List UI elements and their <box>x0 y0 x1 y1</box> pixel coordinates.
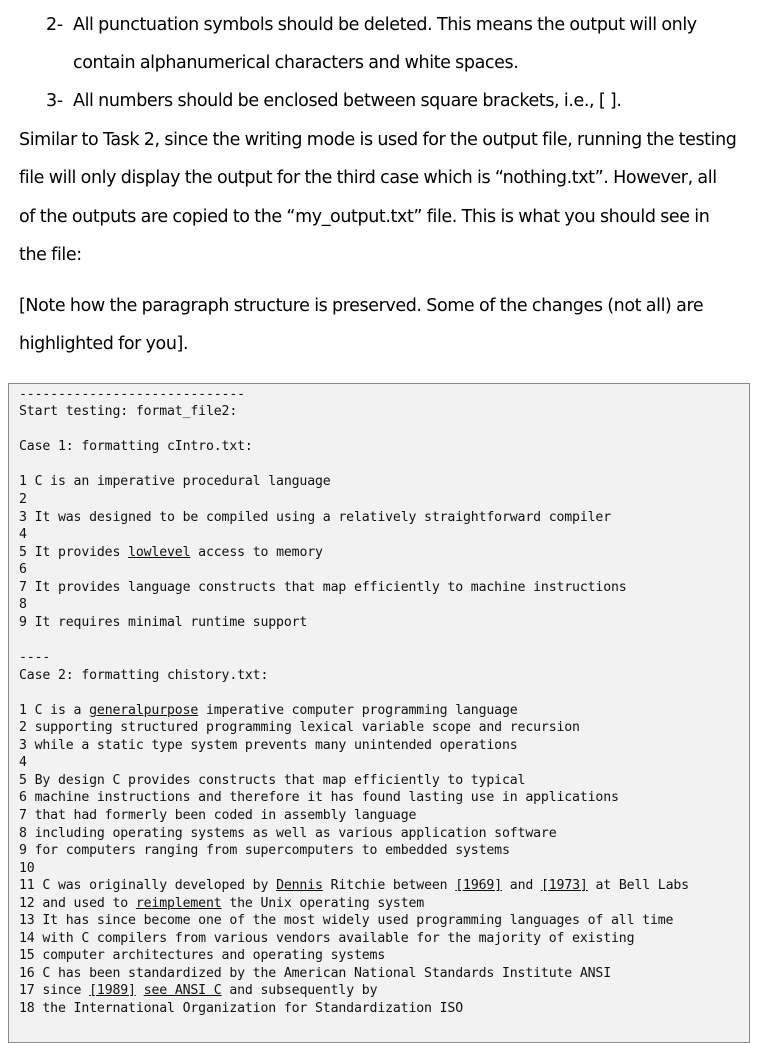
code-line: 4 <box>19 527 27 542</box>
code-line: 2 <box>19 492 27 507</box>
code-output-box <box>8 383 750 1043</box>
highlighted-change: [1969] <box>455 878 502 893</box>
code-line: 1 C is a generalpurpose imperative computer programming language <box>19 703 518 718</box>
code-line: 9 It requires minimal runtime support <box>19 615 308 630</box>
code-line: 3 It was designed to be compiled using a relatively straightforward compiler <box>19 510 612 525</box>
code-line: 3 while a static type system prevents many unintended operations <box>19 738 518 753</box>
code-line: 18 the International Organization for Standardization ISO <box>19 1001 464 1016</box>
note-line: highlighted for you]. <box>19 334 189 354</box>
list-number: 2- <box>46 15 63 35</box>
code-line: 12 and used to reimplement the Unix operating system <box>19 896 425 911</box>
separator-line: ---- <box>19 650 51 665</box>
code-line: 13 It has since become one of the most widely used programming languages of all time <box>19 913 674 928</box>
case-1-header: Case 1: formatting cIntro.txt: <box>19 439 253 454</box>
highlighted-change: see ANSI C <box>143 983 222 998</box>
code-line: 6 <box>19 562 27 577</box>
code-line: 6 machine instructions and therefore it has found lasting use in applications <box>19 790 619 805</box>
highlighted-change: reimplement <box>135 896 222 911</box>
code-line: 8 including operating systems as well as various application software <box>19 826 557 841</box>
paragraph-line: the file: <box>19 245 82 265</box>
code-line: 9 for computers ranging from supercomputers to embedded systems <box>19 843 510 858</box>
code-line: 10 <box>19 861 35 876</box>
list-item-text: All punctuation symbols should be deleted. This means the output will only <box>73 15 697 35</box>
code-line: 2 supporting structured programming lexical variable scope and recursion <box>19 720 580 735</box>
code-line: 15 computer architectures and operating systems <box>19 948 386 963</box>
paragraph-line: Similar to Task 2, since the writing mode is used for the output file, running the testing <box>19 130 737 150</box>
paragraph-line: of the outputs are copied to the “my_output.txt” file. This is what you should see in <box>19 207 710 227</box>
code-line: 14 with C compilers from various vendors available for the majority of existing <box>19 931 635 946</box>
start-testing-line: Start testing: format_file2: <box>19 404 238 419</box>
note-line: [Note how the paragraph structure is preserved. Some of the changes (not all) are <box>19 296 704 316</box>
highlighted-change: lowlevel <box>128 545 191 560</box>
code-line: 5 By design C provides constructs that map efficiently to typical <box>19 773 526 788</box>
list-item-text: contain alphanumerical characters and white spaces. <box>73 53 519 73</box>
list-item-text: All numbers should be enclosed between square brackets, i.e., [ ]. <box>73 91 622 111</box>
code-line: 16 C has been standardized by the American National Standards Institute ANSI <box>19 966 612 981</box>
highlighted-change: [1989] <box>89 983 136 998</box>
code-line: 1 C is an imperative procedural language <box>19 474 331 489</box>
highlighted-change: Dennis <box>276 878 323 893</box>
paragraph-line: file will only display the output for the third case which is “nothing.txt”. However, all <box>19 168 717 188</box>
code-line: 8 <box>19 597 27 612</box>
highlighted-change: generalpurpose <box>89 703 199 718</box>
code-line: 11 C was originally developed by Dennis Ritchie between [1969] and [1973] at Bell Labs <box>19 878 689 893</box>
case-2-header: Case 2: formatting chistory.txt: <box>19 668 269 683</box>
list-number: 3- <box>46 91 63 111</box>
code-line: 17 since [1989] see ANSI C and subsequently by <box>19 983 378 998</box>
code-line: 7 It provides language constructs that map efficiently to machine instructions <box>19 580 627 595</box>
code-line: 5 It provides lowlevel access to memory <box>19 545 323 560</box>
code-line: 4 <box>19 755 27 770</box>
highlighted-change: [1973] <box>540 878 588 893</box>
code-line: 7 that had formerly been coded in assembly language <box>19 808 417 823</box>
separator-line: ----------------------------- <box>19 387 245 402</box>
